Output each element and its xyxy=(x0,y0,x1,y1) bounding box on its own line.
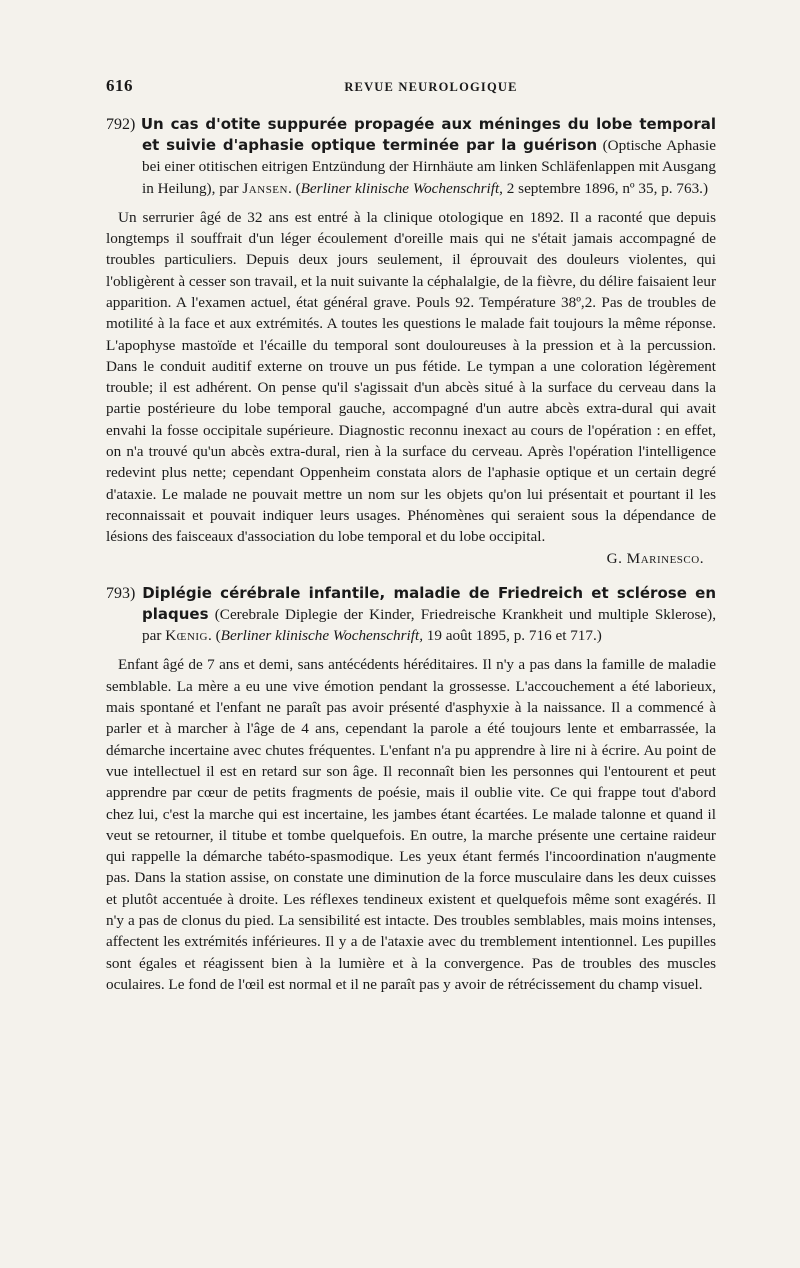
abstract-number: 792) xyxy=(106,116,136,133)
abstract-792 xyxy=(106,114,716,569)
journal-name: Berliner klinische Wochenschrift xyxy=(300,179,500,197)
abstract-body xyxy=(106,207,716,569)
running-head xyxy=(106,76,716,110)
abstract-number: 793) xyxy=(106,584,136,602)
journal-name: Berliner klinische Wochenschrift, xyxy=(220,627,423,645)
page-number: 616 xyxy=(106,76,133,95)
abstract-body xyxy=(106,654,716,995)
original-title: (Cerebrale Diplegie der Kinder, Friedreische Krankheit und multiple Sklerose), par xyxy=(142,606,716,645)
citation-details: , 2 septembre 1896, nº 35, p. 763.) xyxy=(499,179,709,197)
citation-prefix: . ( xyxy=(287,179,301,197)
citation-prefix: . ( xyxy=(208,627,221,645)
abstract-title: Diplégie cérébrale infantile, maladie de Friedreich et sclérose en plaques xyxy=(142,583,717,624)
journal-title: REVUE NEUROLOGIQUE xyxy=(344,80,518,94)
abstract-body-text: Enfant âgé de 7 ans et demi, sans antécédents héréditaires. Il n'y a pas dans la famille de maladie semblable. La mère a eu une vive émotion pendant la grossesse. L'accouchement a été laborieux, mais spontané et l'enfant ne paraît pas avoir présenté d'asphyxie à la naissance. Il a commencé à parler et à marcher à l'âge de 4 ans, cependant la parole a été toujours lente et embarrassée, la démarche incertaine avec chutes fréquentes. L'enfant n'a pu apprendre à lire ni à écrire. Au point de vue intellectuel il est en retard sur son âge. Il reconnaît bien les personnes qui l'entourent et peut apprendre par cœur de petits fragments de poésie, mais il oublie vite. Ce qui frappe tout d'abord chez lui, c'est la marche qui est incertaine, les jambes étant écartées. Le malade talonne et quand il veut se retourner, il titube et tombe quelquefois. En outre, la marche présente une certaine raideur qui rappelle la démarche tabéto-spasmodique. Les yeux étant fermés l'incoordination n'augmente pas. Dans la station assise, on constate une diminution de la force musculaire dans les deux cuisses et plutôt accentuée à droite. Les réflexes tendineux existent et quelquefois même sont exagérés. Il n'y a pas de clonus du pied. La sensibilité est intacte. Des troubles semblables, mais moins intenses, affectent les extrémités inférieures. Il y a de l'ataxie avec du tremblement intentionnel. Les pupilles sont égales et réagissent bien à la lumière et à la convergence. Pas de troubles des muscles oculaires. Le fond de l'œil est normal et il ne paraît pas y avoir de rétrécissement du champ visuel. xyxy=(106,656,716,993)
abstract-body-text: Un serrurier âgé de 32 ans est entré à la clinique otologique en 1892. Il a raconté que depuis longtemps il souffrait d'un léger écoulement d'oreille mais qui ne s'était jamais accompagné de troubles particuliers. Depuis deux jours seulement, il éprouvait des douleurs violentes, qui l'obligèrent à cesser son travail, et la nuit suivante la céphalalgie, de la fièvre, du délire faisaient leur apparition. A l'examen actuel, état général grave. Pouls 92. Température 38º,2. Pas de troubles de motilité à la face et aux extrémités. A toutes les questions le malade fait toujours la même réponse. L'apophyse mastoïde et l'écaille du temporal sont douloureuses à la pression et à la percussion. Dans le conduit auditif externe on trouve un pus fétide. Le tympan a une coloration légèrement trouble; il est adhérent. On pense qu'il s'agissait d'un abcès situé à la surface du cerveau dans la partie postérieure du lobe temporal gauche, accompagné d'un autre abcès extra-dural qui avait envahi la fosse occipitale supérieure. Diagnostic reconnu inexact au cours de l'opération : en effet, on n'a trouvé qu'un abcès extra-dural, rien à la surface du cerveau. Après l'opération l'intelligence redevint plus nette; cependant Oppenheim constata alors de l'aphasie optique et un certain degré d'ataxie. Le malade ne pouvait mettre un nom sur les objets qu'on lui présentait et pourtant il les reconnaissait et pouvait indiquer leurs usages. Phénomènes qui seraient sous la dépendance de lésions des faisceaux d'association du lobe temporal et du lobe occipital. xyxy=(106,208,716,546)
original-title: (Optische Aphasie bei einer otitischen eitrigen Entzündung der Hirnhäute am linken Schläfenlappen mit Ausgang in Heilung), par xyxy=(142,137,716,197)
citation-details: 19 août 1895, p. 716 et 717.) xyxy=(423,627,602,645)
abstract-793 xyxy=(106,583,716,995)
abstract-heading xyxy=(106,114,716,199)
author-name: Jansen xyxy=(242,179,288,197)
author-name: Kœnig xyxy=(165,627,209,645)
abstract-title: Un cas d'otite suppurée propagée aux méninges du lobe temporal et suivie d'aphasie optique terminée par la guérison xyxy=(140,115,717,155)
abstract-heading xyxy=(106,583,716,647)
signature: G. Marinesco. xyxy=(606,549,704,567)
